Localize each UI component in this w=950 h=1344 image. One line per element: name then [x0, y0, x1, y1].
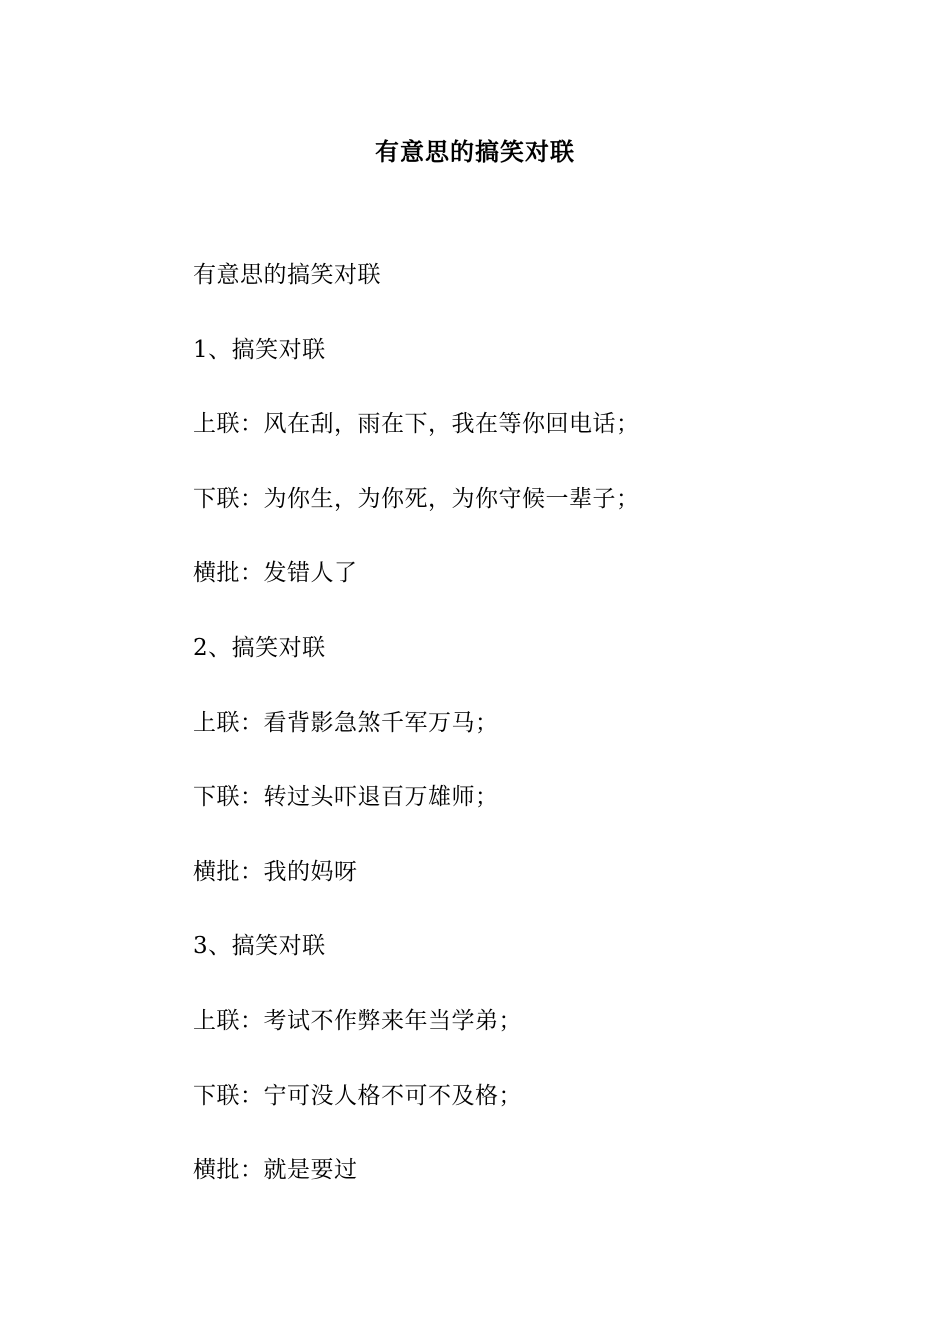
body-heading: 有意思的搞笑对联	[193, 262, 381, 288]
couplet-1-upper: 上联：风在刮，雨在下，我在等你回电话；	[193, 411, 640, 438]
couplet-3-heading: 3、搞笑对联	[193, 933, 326, 960]
couplet-3-lower: 下联：宁可没人格不可不及格；	[193, 1082, 522, 1109]
couplet-3-banner: 横批：就是要过	[193, 1157, 358, 1184]
couplet-1-lower: 下联：为你生，为你死，为你守候一辈子；	[193, 485, 640, 512]
couplet-2-heading: 2、搞笑对联	[193, 634, 326, 661]
couplet-3-upper: 上联：考试不作弊来年当学弟；	[193, 1007, 522, 1034]
couplet-1-heading: 1、搞笑对联	[193, 336, 326, 363]
couplet-2-banner: 横批：我的妈呀	[193, 858, 358, 885]
document-body	[193, 258, 893, 1228]
document-title: 有意思的搞笑对联	[375, 137, 575, 166]
couplet-1-banner: 横批：发错人了	[193, 560, 358, 587]
couplet-2-lower: 下联：转过头吓退百万雄师；	[193, 784, 499, 811]
couplet-2-upper: 上联：看背影急煞千军万马；	[193, 709, 499, 736]
